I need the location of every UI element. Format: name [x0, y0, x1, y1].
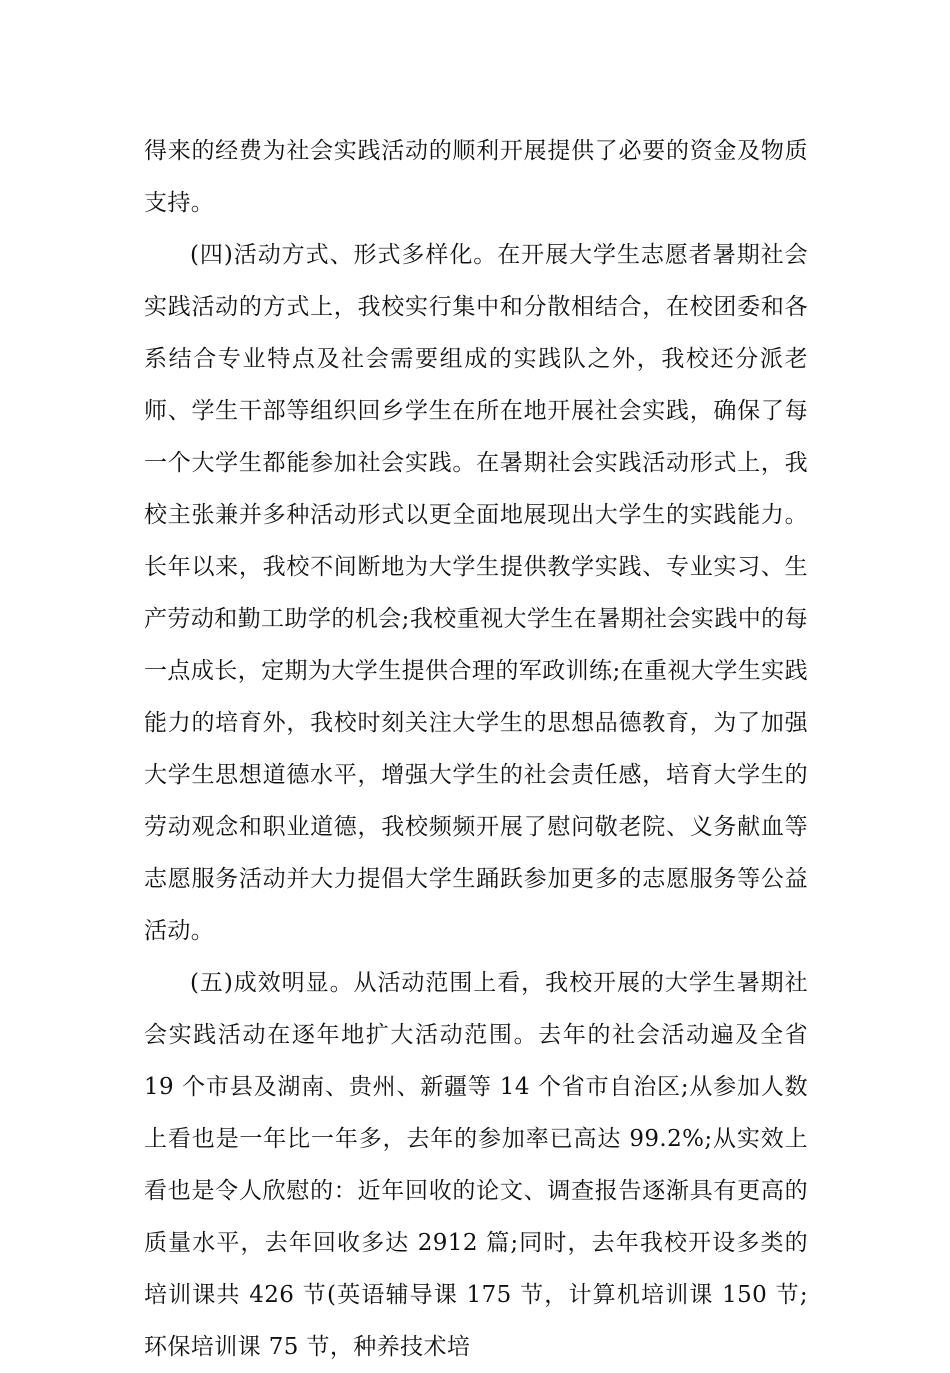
document-page [144, 125, 808, 1373]
paragraph-results: (五)成效明显。从活动范围上看，我校开展的大学生暑期社会实践活动在逐年地扩大活动范围。去年的社会活动遍及全省 19 个市县及湖南、贵州、新疆等 14 个省市自治区;从参加人数上看也是一年比一年多，去年的参加率已高达 99.2%;从实效上看也是令人欣慰的：近年回收的论文、调查报告逐渐具有更高的质量水平，去年回收多达 2912 篇;同时，去年我校开设多类的培训课共 426 节(英语辅导课 175 节，计算机培训课 150 节;环保培训课 75 节，种养技术培 [144, 970, 808, 1360]
paragraph-activity-forms: (四)活动方式、形式多样化。在开展大学生志愿者暑期社会实践活动的方式上，我校实行集中和分散相结合，在校团委和各系结合专业特点及社会需要组成的实践队之外，我校还分派老师、学生干部等组织回乡学生在所在地开展社会实践，确保了每一个大学生都能参加社会实践。在暑期社会实践活动形式上，我校主张兼并多种活动形式以更全面地展现出大学生的实践能力。长年以来，我校不间断地为大学生提供教学实践、专业实习、生产劳动和勤工助学的机会;我校重视大学生在暑期社会实践中的每一点成长，定期为大学生提供合理的军政训练;在重视大学生实践能力的培育外，我校时刻关注大学生的思想品德教育，为了加强大学生思想道德水平，增强大学生的社会责任感，培育大学生的劳动观念和职业道德，我校频频开展了慰问敬老院、义务献血等志愿服务活动并大力提倡大学生踊跃参加更多的志愿服务等公益活动。 [144, 242, 808, 944]
paragraph-funding-continuation: 得来的经费为社会实践活动的顺利开展提供了必要的资金及物质支持。 [144, 138, 808, 216]
